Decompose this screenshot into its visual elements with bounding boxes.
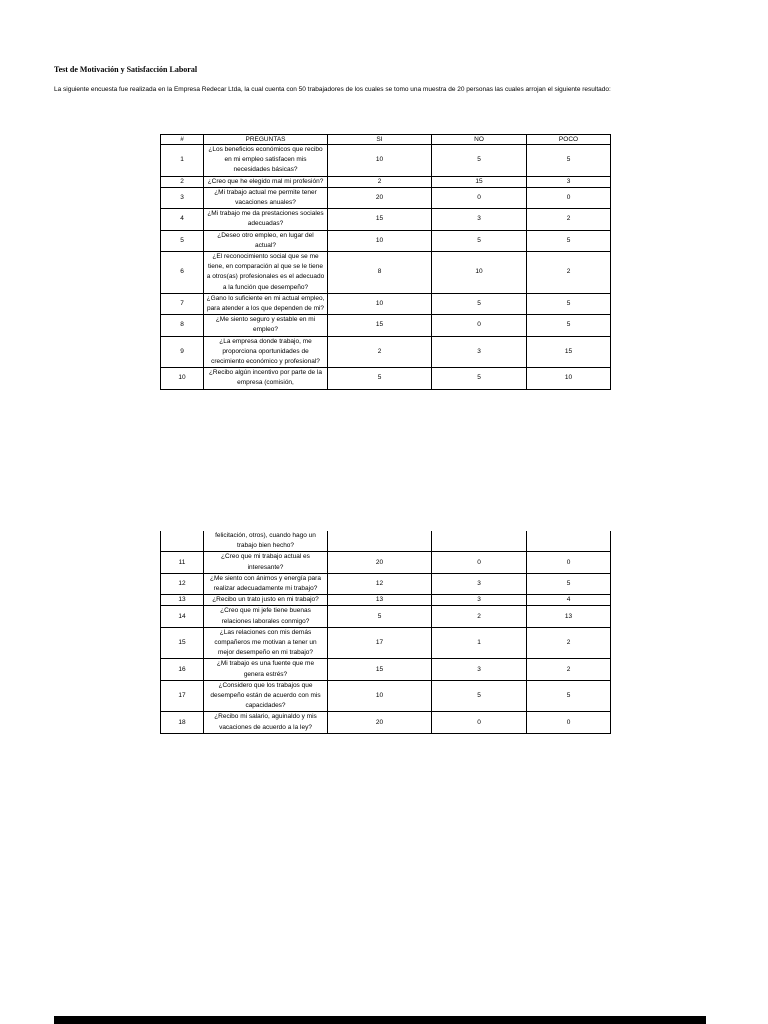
row-si: 13	[328, 595, 432, 606]
table-row	[161, 368, 611, 389]
table-row	[161, 145, 611, 177]
row-question: ¿Considero que los trabajos que desempeño están de acuerdo con mis capacidades?	[204, 680, 328, 712]
row-no: 3	[432, 209, 527, 230]
header-poco: POCO	[527, 135, 611, 145]
survey-table-page-2	[160, 531, 611, 734]
table-row	[161, 187, 611, 208]
row-poco: 5	[527, 680, 611, 712]
row-no: 0	[432, 315, 527, 336]
row-si: 15	[328, 209, 432, 230]
row-poco: 0	[527, 187, 611, 208]
row-num: 17	[161, 680, 204, 712]
row-poco: 10	[527, 368, 611, 389]
row-no: 0	[432, 552, 527, 573]
row-num: 12	[161, 573, 204, 594]
row-question: ¿Deseo otro empleo, en lugar del actual?	[204, 230, 328, 251]
table-row	[161, 627, 611, 659]
row-no: 2	[432, 606, 527, 627]
row-no: 5	[432, 368, 527, 389]
row-num: 8	[161, 315, 204, 336]
row-question: ¿Recibo un trato justo en mi trabajo?	[204, 595, 328, 606]
row-si: 12	[328, 573, 432, 594]
row-question: ¿Las relaciones con mis demás compañeros me motivan a tener un mejor desempeño en mi trabajo?	[204, 627, 328, 659]
row-si: 8	[328, 252, 432, 294]
row-poco: 2	[527, 209, 611, 230]
table-row	[161, 606, 611, 627]
table-row	[161, 552, 611, 573]
survey-table-page-1	[160, 134, 611, 390]
row-question: ¿El reconocimiento social que se me tiene, en comparación al que se le tiene a otros(as) profesionales es el adecuado a la función que desempeño?	[204, 252, 328, 294]
row-si: 20	[328, 187, 432, 208]
row-no: 3	[432, 659, 527, 680]
row-poco: 5	[527, 573, 611, 594]
row-no: 5	[432, 680, 527, 712]
table-row	[161, 595, 611, 606]
table-row	[161, 680, 611, 712]
row-no: 5	[432, 230, 527, 251]
row-num: 10	[161, 368, 204, 389]
table-row	[161, 336, 611, 368]
header-question: PREGUNTAS	[204, 135, 328, 145]
row-question: ¿Recibo mi salario, aguinaldo y mis vacaciones de acuerdo a la ley?	[204, 712, 328, 733]
table-row	[161, 209, 611, 230]
row-num: 4	[161, 209, 204, 230]
row-question: ¿Mi trabajo actual me permite tener vacaciones anuales?	[204, 187, 328, 208]
row-no: 3	[432, 595, 527, 606]
row-poco: 4	[527, 595, 611, 606]
table-row	[161, 230, 611, 251]
document-title: Test de Motivación y Satisfacción Laboral	[54, 65, 198, 74]
row-num: 15	[161, 627, 204, 659]
table-row	[161, 315, 611, 336]
row-no: 0	[432, 712, 527, 733]
page-footer-bar	[54, 1016, 706, 1024]
row-si: 5	[328, 606, 432, 627]
header-no: NO	[432, 135, 527, 145]
table-row-continued	[161, 531, 611, 552]
row-si: 15	[328, 659, 432, 680]
table-header-row	[161, 135, 611, 145]
row-num: 3	[161, 187, 204, 208]
row-no: 1	[432, 627, 527, 659]
row-no: 5	[432, 145, 527, 177]
row-si: 2	[328, 176, 432, 187]
row-question: ¿Me siento con ánimos y energía para realizar adecuadamente mi trabajo?	[204, 573, 328, 594]
row-no: 15	[432, 176, 527, 187]
row-si: 10	[328, 680, 432, 712]
row-question: ¿Mi trabajo me da prestaciones sociales adecuadas?	[204, 209, 328, 230]
row-si: 10	[328, 230, 432, 251]
row-no	[432, 531, 527, 552]
row-question: ¿Mi trabajo es una fuente que me genera estrés?	[204, 659, 328, 680]
intro-paragraph: La siguiente encuesta fue realizada en la Empresa Redecar Ltda, la cual cuenta con 50 trabajadores de los cuales se tomo una muestra de 20 personas las cuales arrojan el siguiente resultado:	[54, 86, 611, 93]
table-row	[161, 573, 611, 594]
header-num: #	[161, 135, 204, 145]
row-poco: 5	[527, 315, 611, 336]
row-si: 17	[328, 627, 432, 659]
row-num	[161, 531, 204, 552]
row-poco: 0	[527, 552, 611, 573]
row-poco: 13	[527, 606, 611, 627]
row-si: 15	[328, 315, 432, 336]
row-no: 10	[432, 252, 527, 294]
row-question: ¿Los beneficios económicos que recibo en mi empleo satisfacen mis necesidades básicas?	[204, 145, 328, 177]
row-si: 10	[328, 145, 432, 177]
row-num: 18	[161, 712, 204, 733]
row-question: ¿Me siento seguro y estable en mi empleo?	[204, 315, 328, 336]
row-si	[328, 531, 432, 552]
row-poco: 2	[527, 659, 611, 680]
row-poco	[527, 531, 611, 552]
table-row	[161, 293, 611, 314]
row-no: 3	[432, 336, 527, 368]
row-num: 7	[161, 293, 204, 314]
row-num: 16	[161, 659, 204, 680]
row-poco: 2	[527, 252, 611, 294]
row-poco: 3	[527, 176, 611, 187]
row-si: 5	[328, 368, 432, 389]
row-num: 14	[161, 606, 204, 627]
row-poco: 0	[527, 712, 611, 733]
table-row	[161, 252, 611, 294]
row-question: ¿Creo que mi trabajo actual es interesante?	[204, 552, 328, 573]
row-si: 20	[328, 552, 432, 573]
row-si: 10	[328, 293, 432, 314]
row-question: ¿Creo que mi jefe tiene buenas relaciones laborales conmigo?	[204, 606, 328, 627]
row-no: 5	[432, 293, 527, 314]
row-num: 6	[161, 252, 204, 294]
row-num: 5	[161, 230, 204, 251]
table-row	[161, 659, 611, 680]
row-no: 3	[432, 573, 527, 594]
row-question: ¿Recibo algún incentivo por parte de la empresa (comisión,	[204, 368, 328, 389]
row-num: 9	[161, 336, 204, 368]
table-row	[161, 712, 611, 733]
row-question: ¿Creo que he elegido mal mi profesión?	[204, 176, 328, 187]
row-question: ¿La empresa donde trabajo, me proporciona oportunidades de crecimiento económico y profesional?	[204, 336, 328, 368]
header-si: SI	[328, 135, 432, 145]
row-si: 20	[328, 712, 432, 733]
row-poco: 5	[527, 145, 611, 177]
row-poco: 5	[527, 293, 611, 314]
row-question: ¿Gano lo suficiente en mi actual empleo, para atender a los que dependen de mi?	[204, 293, 328, 314]
row-num: 1	[161, 145, 204, 177]
row-num: 11	[161, 552, 204, 573]
row-poco: 5	[527, 230, 611, 251]
row-num: 13	[161, 595, 204, 606]
table-row	[161, 176, 611, 187]
row-num: 2	[161, 176, 204, 187]
row-si: 2	[328, 336, 432, 368]
row-no: 0	[432, 187, 527, 208]
row-poco: 2	[527, 627, 611, 659]
row-question: felicitación, otros), cuando hago un trabajo bien hecho?	[204, 531, 328, 552]
row-poco: 15	[527, 336, 611, 368]
